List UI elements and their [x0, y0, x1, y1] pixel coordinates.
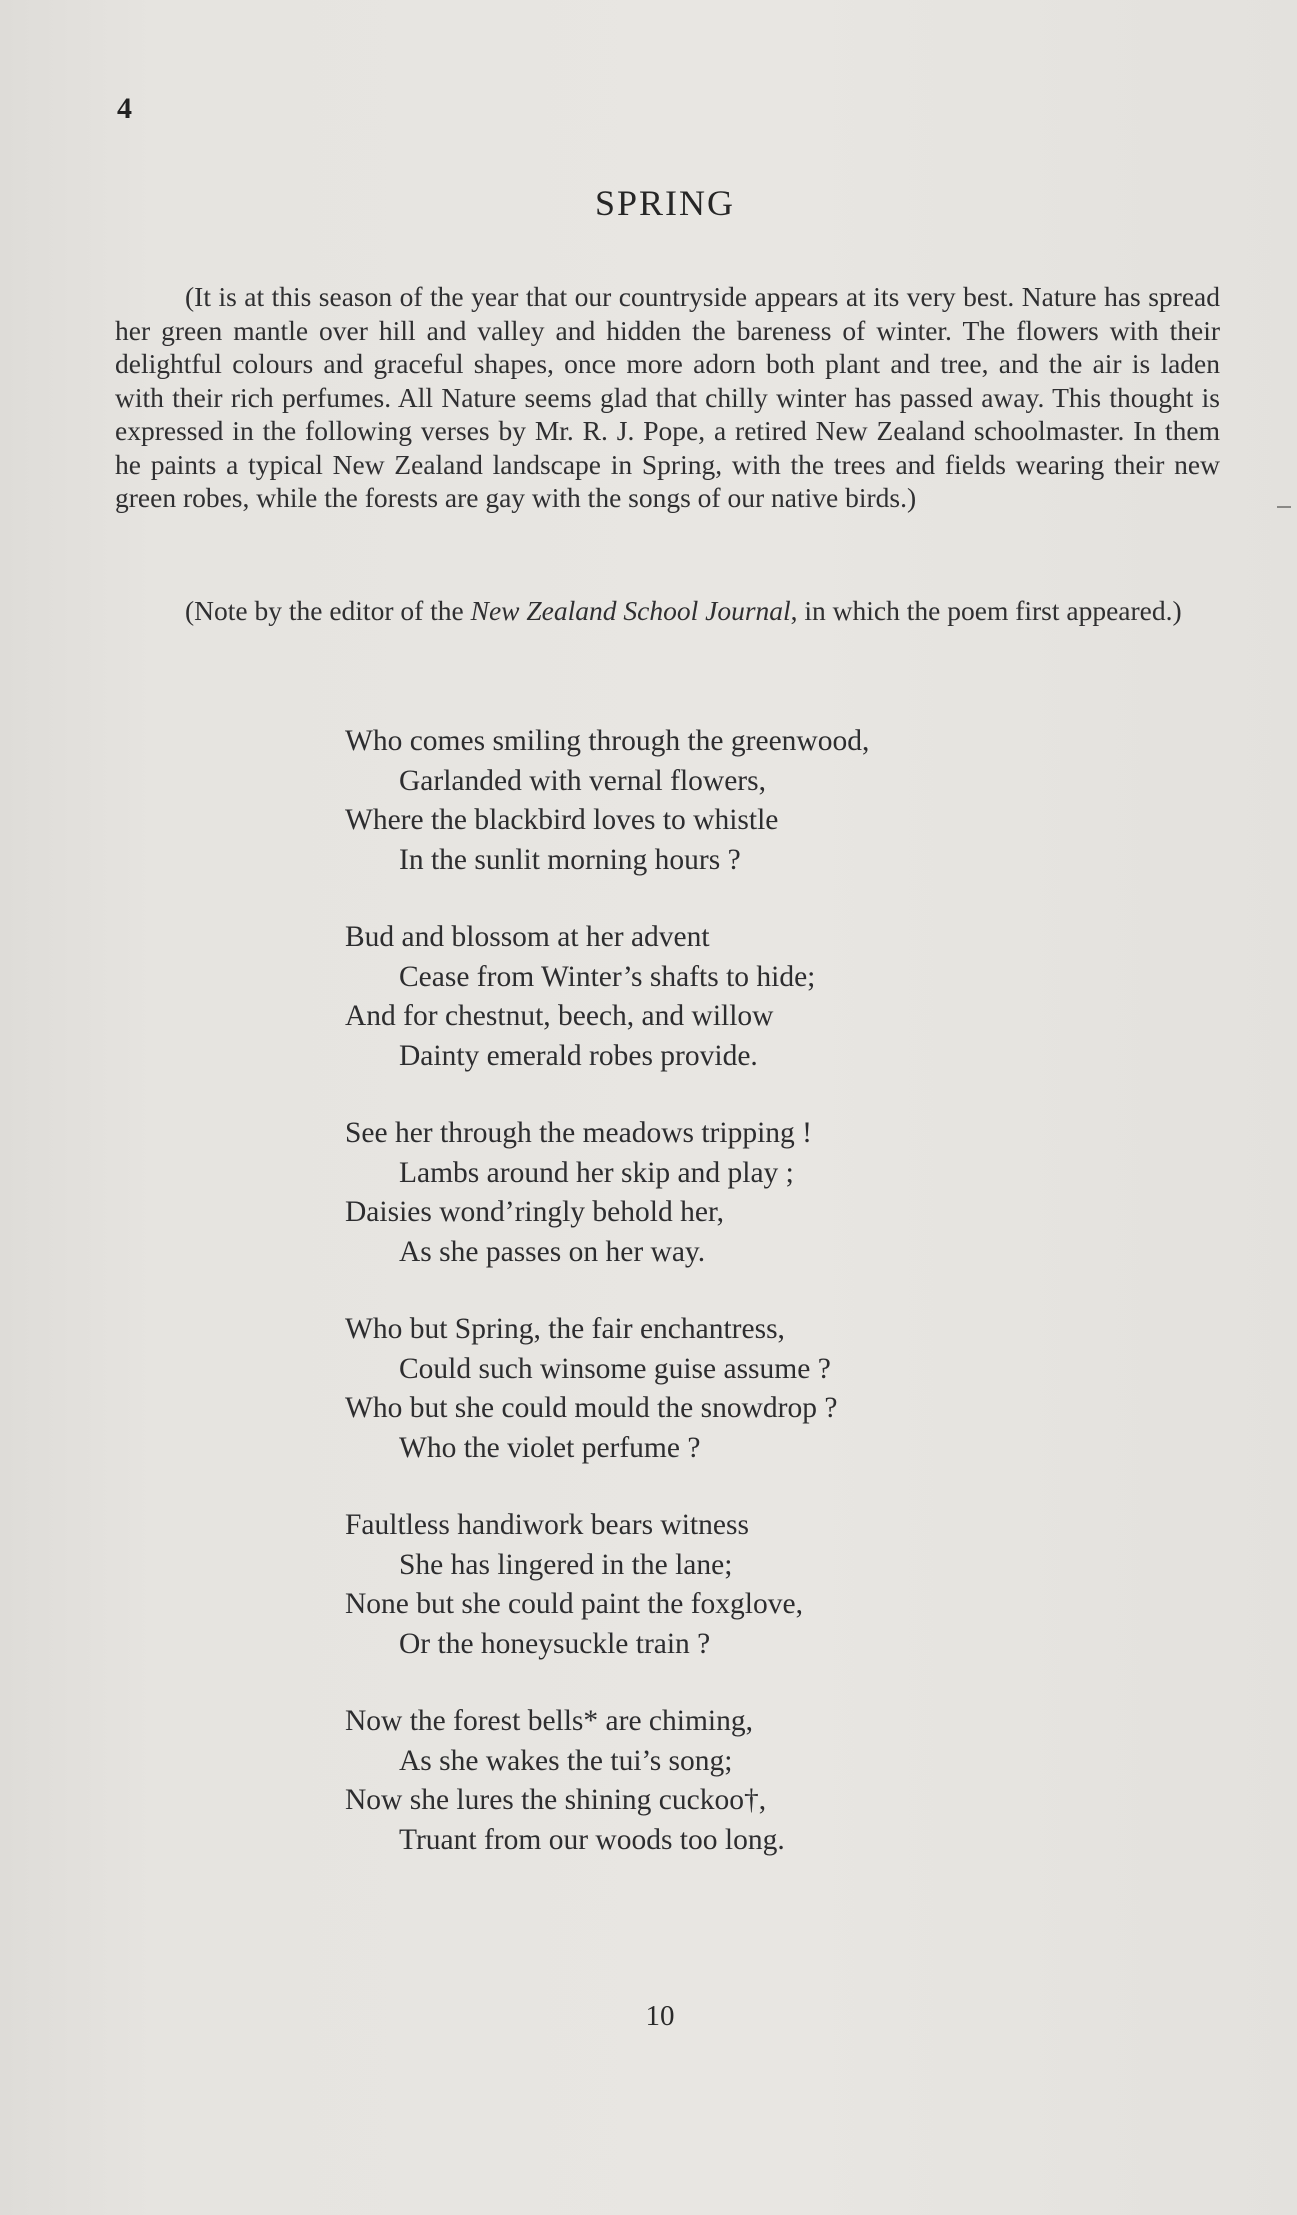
poem-line: Could such winsome guise assume ? [399, 1352, 831, 1385]
poem-line: Who comes smiling through the greenwood, [345, 725, 870, 757]
poem-line: Who the violet perfume ? [399, 1431, 701, 1464]
poem-line: Dainty emerald robes provide. [399, 1039, 758, 1072]
poem-body [345, 722, 1165, 1898]
poem-line: See her through the meadows tripping ! [345, 1117, 812, 1149]
stanza [345, 1310, 1165, 1468]
poem-line: She has lingered in the lane; [399, 1548, 733, 1581]
poem-line: Faultless handiwork bears witness [345, 1509, 749, 1541]
editor-note-text-after: , in which the poem first appeared.) [790, 595, 1182, 626]
footer-page-number: 10 [645, 2000, 675, 2032]
poem-line: Bud and blossom at her advent [345, 921, 710, 953]
poem-line: As she passes on her way. [399, 1235, 706, 1268]
poem-line: Who but Spring, the fair enchantress, [345, 1313, 785, 1345]
poem-line: Now the forest bells* are chiming, [345, 1705, 753, 1737]
poem-line: Lambs around her skip and play ; [399, 1156, 794, 1189]
journal-name: New Zealand School Journal [470, 595, 791, 626]
poem-line: Who but she could mould the snowdrop ? [345, 1392, 838, 1424]
stanza [345, 722, 1165, 880]
poem-line: Truant from our woods too long. [399, 1823, 785, 1856]
poem-title: SPRING [594, 183, 736, 223]
stanza [345, 1114, 1165, 1272]
stanza [345, 1506, 1165, 1664]
editor-note [115, 592, 1220, 630]
poem-line: As she wakes the tui’s song; [399, 1744, 733, 1777]
stanza [345, 1702, 1165, 1860]
poem-line: None but she could paint the foxglove, [345, 1588, 803, 1620]
poem-line: In the sunlit morning hours ? [399, 843, 741, 876]
editor-note-text-before: (Note by the editor of the [185, 595, 471, 626]
poem-line: Cease from Winter’s shafts to hide; [399, 960, 816, 993]
poem-line: Or the honeysuckle train ? [399, 1627, 711, 1660]
margin-mark [1277, 506, 1291, 508]
intro-paragraph: (It is at this season of the year that our countryside appears at its very best. Nature has spread her green mantle over hill and valley and hidden the bareness of winter. The flowers with their delightful colours and graceful shapes, once more adorn both plant and tree, and the air is laden with their rich perfumes. All Nature seems glad that chilly winter has passed away. This thought is expressed in the following verses by Mr. R. J. Pope, a retired New Zealand schoolmaster. In them he paints a typical New Zealand landscape in Spring, with the trees and fields wearing their new green robes, while the forests are gay with the songs of our native birds.) [115, 281, 1220, 513]
stanza [345, 918, 1165, 1076]
poem-line: Where the blackbird loves to whistle [345, 804, 779, 836]
poem-line: Now she lures the shining cuckoo†, [345, 1784, 767, 1816]
poem-line: Daisies wond’ringly behold her, [345, 1196, 724, 1228]
poem-line: And for chestnut, beech, and willow [345, 1000, 774, 1032]
poem-line: Garlanded with vernal flowers, [399, 764, 766, 797]
corner-page-number: 4 [117, 92, 132, 125]
